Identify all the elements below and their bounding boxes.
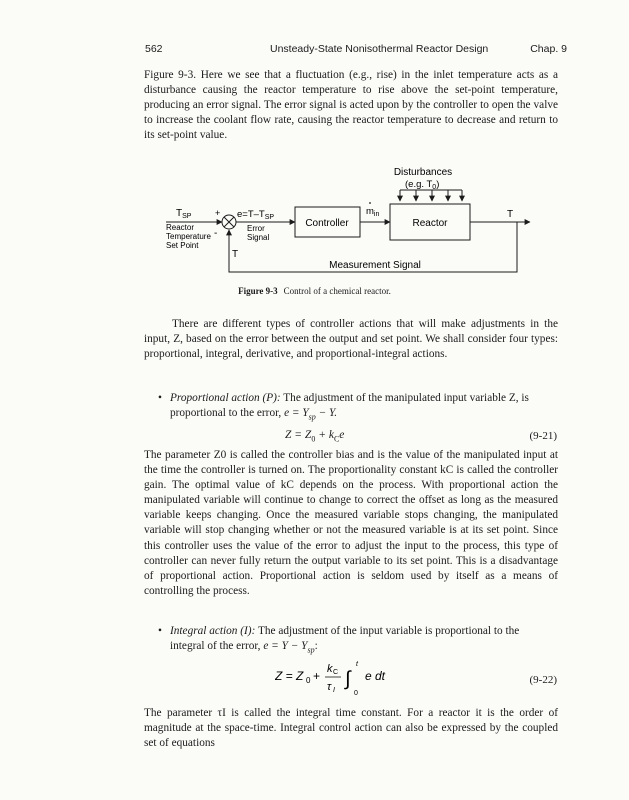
figure-caption xyxy=(0,286,629,296)
feedback-temperature-label: T xyxy=(232,249,239,260)
setpoint-symbol: $T_{SP}$ xyxy=(176,208,192,220)
proportional-text: The adjustment of the manipulated input variable Z, is proportional to the error, xyxy=(170,392,529,420)
error-signal-label: Error Signal xyxy=(247,224,270,242)
bullet-dot: • xyxy=(158,625,162,637)
equation-number-9-22: (9-22) xyxy=(529,674,557,686)
caption-text: Control of a chemical reactor. xyxy=(283,286,391,296)
plus-sign: + xyxy=(215,208,221,218)
caption-number: Figure 9-3 xyxy=(238,286,278,296)
page-number: 562 xyxy=(145,43,163,55)
running-title: Unsteady-State Nonisothermal Reactor Design xyxy=(270,43,489,55)
disturbance-example: (e.g. $T_0$) xyxy=(405,179,440,191)
reactor-label: Reactor xyxy=(412,218,448,229)
proportional-heading: Proportional action (P): xyxy=(170,392,281,404)
proportional-paragraph: The parameter Z0 is called the controller bias and is the value of the manipulated input at the time the controller is turned on. The proportionality constant kC is called the controller gain. The optimal value of kC depends on the process. With proportional action the manipulated variable will continue to change to correct the offset as long as the measured variable keeps changing. Once the measured variable stops changing, the manipulated variable will stop changing whether or not the measured variable is at its set point. Since this controller uses the value of the error to adjust the input to the process, this type of controller can never fully return the output variable to its set point. This is a disadvantage of proportional action. Proportional action is seldom used by itself as a means of controlling the process. xyxy=(144,449,558,597)
svg-text:t: t xyxy=(356,661,358,668)
svg-text:0: 0 xyxy=(354,690,358,697)
setpoint-caption: Reactor Temperature Set Point xyxy=(166,223,211,250)
error-equation: $e=T-T_{SP}$ xyxy=(237,209,275,221)
equation-number-9-21: (9-21) xyxy=(529,430,557,442)
proportional-bullet xyxy=(158,391,556,425)
controller-label: Controller xyxy=(305,218,349,229)
control-block-diagram xyxy=(140,164,535,284)
equation-9-21: $Z = Z_0 + k_Ce$ xyxy=(285,429,345,444)
proportional-error: $e = Y_{sp} - Y$. xyxy=(284,407,338,422)
integral-error: $e = Y - Y_{sp}$ xyxy=(263,640,315,655)
equation-9-22 xyxy=(275,658,405,698)
svg-text:C: C xyxy=(333,669,339,676)
output-temperature-label: T xyxy=(507,209,514,220)
mass-flow-dot xyxy=(369,202,371,204)
mass-flow-label: $m_{in}$ xyxy=(366,206,380,218)
svg-text:e dt: e dt xyxy=(365,669,386,683)
integral-text: The adjustment of the input variable is proportional to the integral of the error, xyxy=(170,625,520,653)
disturbance-arrows xyxy=(400,190,462,201)
measurement-signal-label: Measurement Signal xyxy=(329,260,421,271)
integral-heading: Integral action (I): xyxy=(170,625,256,637)
svg-text:Z = Z: Z = Z xyxy=(275,669,304,683)
svg-text:0: 0 xyxy=(306,676,311,685)
intro-paragraph: Figure 9-3. Here we see that a fluctuation (e.g., rise) in the inlet temperature acts as a disturbance causing the reactor temperature to rise above the set-point temperature, producing an error signal. The error signal is acted upon by the controller to open the valve to increase the coolant flow rate, causing the reactor temperature to decrease and return to its set-point value. xyxy=(144,69,558,142)
bullet-dot: • xyxy=(158,392,162,404)
disturbances-label: Disturbances xyxy=(393,167,453,178)
minus-sign: - xyxy=(214,228,218,239)
svg-text:I: I xyxy=(333,687,335,694)
svg-text:∫: ∫ xyxy=(345,668,351,690)
chapter-label: Chap. 9 xyxy=(530,43,567,55)
integral-bullet: • Integral action (I): The adjustment of the input variable is proportional to the integral of the error, $e = Y - Y_{sp}$: xyxy=(158,625,520,655)
svg-text:+: + xyxy=(313,669,321,683)
svg-text:k: k xyxy=(327,663,333,675)
svg-text:τ: τ xyxy=(327,681,332,693)
page-header xyxy=(145,43,567,57)
summing-junction xyxy=(222,215,236,229)
integral-paragraph: The parameter τI is called the integral time constant. For a reactor it is the order of magnitude at the space-time. Integral control action can also be expressed by the coupled set of equations xyxy=(144,707,558,750)
controller-types-paragraph: There are different types of controller actions that will make adjustments in the input, Z, based on the error between the output and set point. We shall consider four types: proportional, integral, derivative, and proportional-integral actions. xyxy=(144,318,558,361)
